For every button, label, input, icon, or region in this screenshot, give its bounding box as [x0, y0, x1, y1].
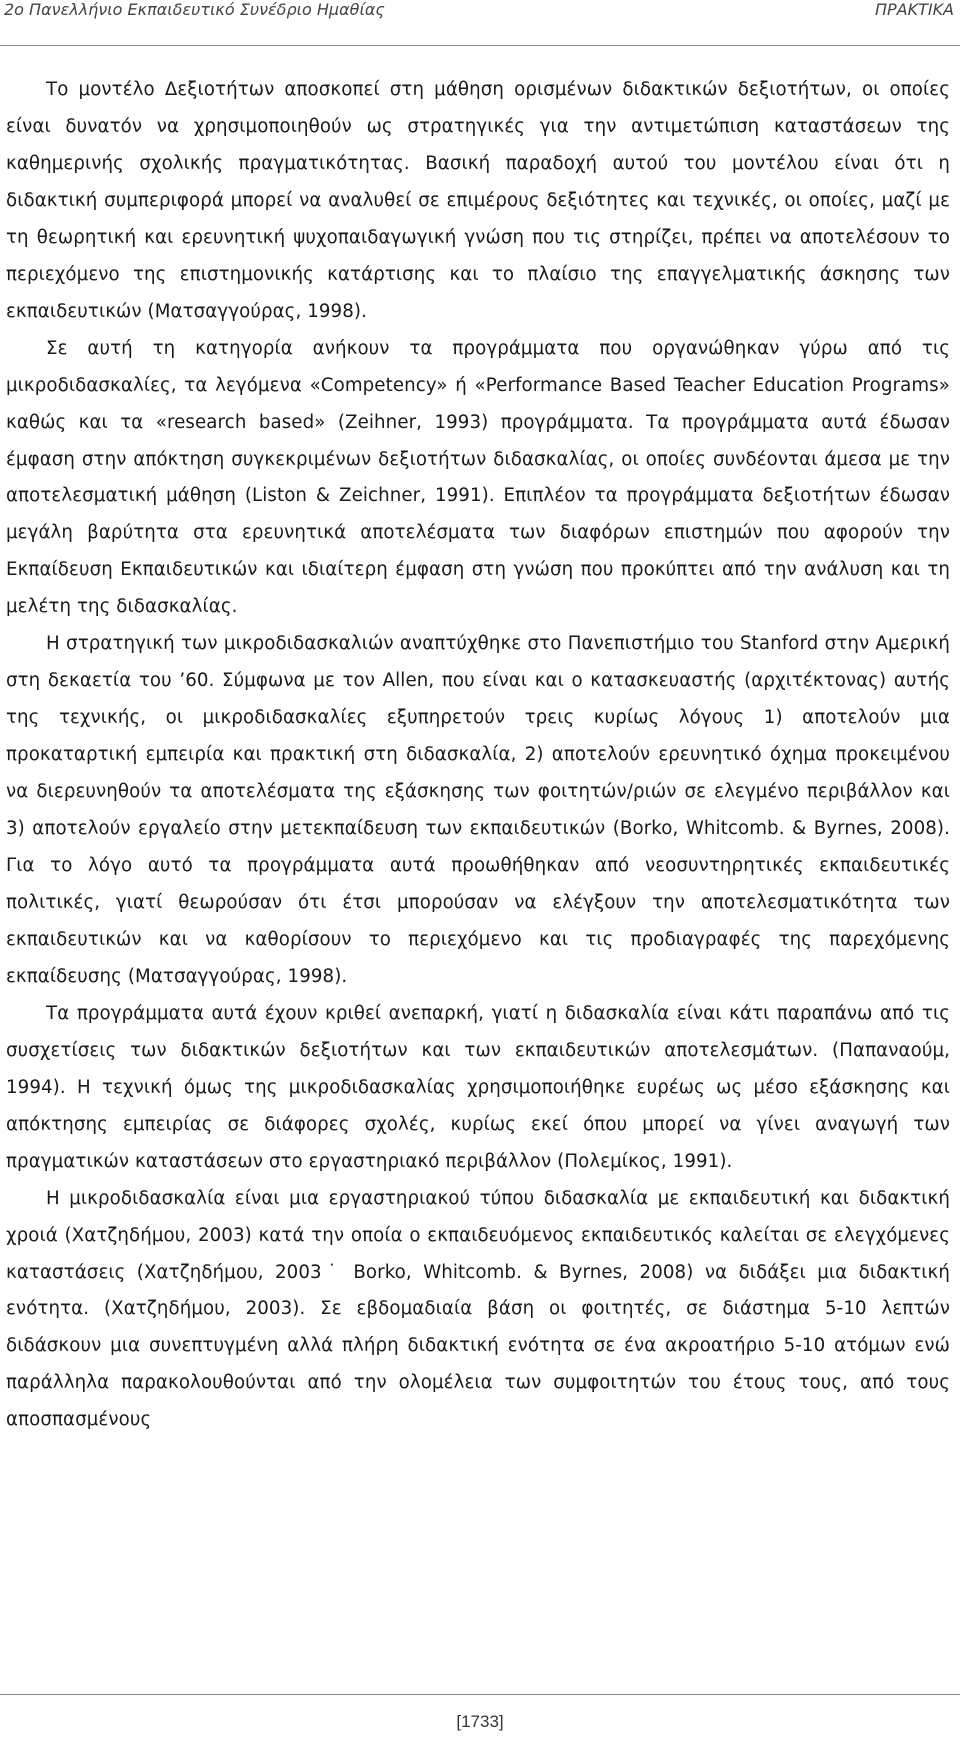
- footer-divider: [0, 1694, 960, 1695]
- paragraph-4: Τα προγράμματα αυτά έχουν κριθεί ανεπαρκή, γιατί η διδασκαλία είναι κάτι παραπάνω από τις συσχετίσεις των διδακτικών δεξιοτήτων και των εκπαιδευτικών αποτελεσμάτων. (Παπαναούμ, 1994). Η τεχνική όμως της μικροδιδασκαλίας χρησιμοποιήθηκε ευρέως ως μέσο εξάσκησης και απόκτησης εμπειρίας σε διάφορες σχολές, κυρίως εκεί όπου μπορεί να γίνει αναγωγή των πραγματικών καταστάσεων στο εργαστηριακό περιβάλλον (Πολεμίκος, 1991).: [6, 1002, 950, 1172]
- header-divider: [0, 45, 960, 46]
- paragraph-5: Η μικροδιδασκαλία είναι μια εργαστηριακού τύπου διδασκαλία με εκπαιδευτική και διδακτική χροιά (Χατζηδήμου, 2003) κατά την οποία ο εκπαιδευόμενος εκπαιδευτικός καλείται σε ελεγχόμενες καταστάσεις (Χατζηδήμου, 2003˙ Borko, Whitcomb. & Byrnes, 2008) να διδάξει μια διδακτική ενότητα. (Χατζηδήμου, 2003). Σε εβδομαδιαία βάση οι φοιτητές, σε διάστημα 5-10 λεπτών διδάσκουν μια συνεπτυγμένη αλλά πλήρη διδακτική ενότητα σε ένα ακροατήριο 5-10 ατόμων ενώ παράλληλα παρακολουθούνται από την ολομέλεια των συμφοιτητών του έτους τους, από τους αποσπασμένους: [6, 1187, 950, 1431]
- body-text: [6, 72, 950, 1439]
- paragraph-2: Σε αυτή τη κατηγορία ανήκουν τα προγράμματα που οργανώθηκαν γύρω από τις μικροδιδασκαλίες, τα λεγόμενα «Competency» ή «Performance Based Teacher Education Programs» καθώς και τα «research based» (Zeihner, 1993) προγράμματα. Τα προγράμματα αυτά έδωσαν έμφαση στην απόκτηση συγκεκριμένων δεξιοτήτων διδασκαλίας, οι οποίες συνδέονται άμεσα με την αποτελεσματική μάθηση (Liston & Zeichner, 1991). Επιπλέον τα προγράμματα δεξιοτήτων έδωσαν μεγάλη βαρύτητα στα ερευνητικά αποτελέσματα των διαφόρων επιστημών που αφορούν την Εκπαίδευση Εκπαιδευτικών και ιδιαίτερη έμφαση στη γνώση που προκύπτει από την ανάλυση και τη μελέτη της διδασκαλίας.: [6, 337, 950, 618]
- conference-title: 2ο Πανελλήνιο Εκπαιδευτικό Συνέδριο Ημαθίας: [4, 0, 385, 19]
- paragraph-1: Το μοντέλο Δεξιοτήτων αποσκοπεί στη μάθηση ορισμένων διδακτικών δεξιοτήτων, οι οποίες είναι δυνατόν να χρησιμοποιηθούν ως στρατηγικές για την αντιμετώπιση καταστάσεων της καθημερινής σχολικής πραγματικότητας. Βασική παραδοχή αυτού του μοντέλου είναι ότι η διδακτική συμπεριφορά μπορεί να αναλυθεί σε επιμέρους δεξιότητες και τεχνικές, οι οποίες, μαζί με τη θεωρητική και ερευνητική ψυχοπαιδαγωγική γνώση που τις στηρίζει, πρέπει να αποτελέσουν το περιεχόμενο της επιστημονικής κατάρτισης και το πλαίσιο της επαγγελματικής άσκησης των εκπαιδευτικών (Ματσαγγούρας, 1998).: [6, 79, 950, 322]
- page-header: [4, 0, 954, 24]
- page-number: [1733]: [456, 1712, 504, 1731]
- proceedings-label: ΠΡΑΚΤΙΚΑ: [874, 0, 954, 19]
- paragraph-3: Η στρατηγική των μικροδιδασκαλιών αναπτύχθηκε στο Πανεπιστήμιο του Stanford στην Αμερική στη δεκαετία του ’60. Σύμφωνα με τον Allen, που είναι και ο κατασκευαστής (αρχιτέκτονας) αυτής της τεχνικής, οι μικροδιδασκαλίες εξυπηρετούν τρεις κυρίως λόγους 1) αποτελούν μια προκαταρτική εμπειρία και πρακτική στη διδασκαλία, 2) αποτελούν ερευνητικό όχημα προκειμένου να διερευνηθούν τα αποτελέσματα της εξάσκησης των φοιτητών/ριών σε ελεγμένο περιβάλλον και 3) αποτελούν εργαλείο στην μετεκπαίδευση των εκπαιδευτικών (Borko, Whitcomb. & Byrnes, 2008). Για το λόγο αυτό τα προγράμματα αυτά προωθήθηκαν από νεοσυντηρητικές εκπαιδευτικές πολιτικές, γιατί θεωρούσαν ότι έτσι μπορούσαν να ελέγξουν την αποτελεσματικότητα των εκπαιδευτικών και να καθορίσουν το περιεχόμενο και τις προδιαγραφές της παρεχόμενης εκπαίδευσης (Ματσαγγούρας, 1998).: [6, 633, 950, 987]
